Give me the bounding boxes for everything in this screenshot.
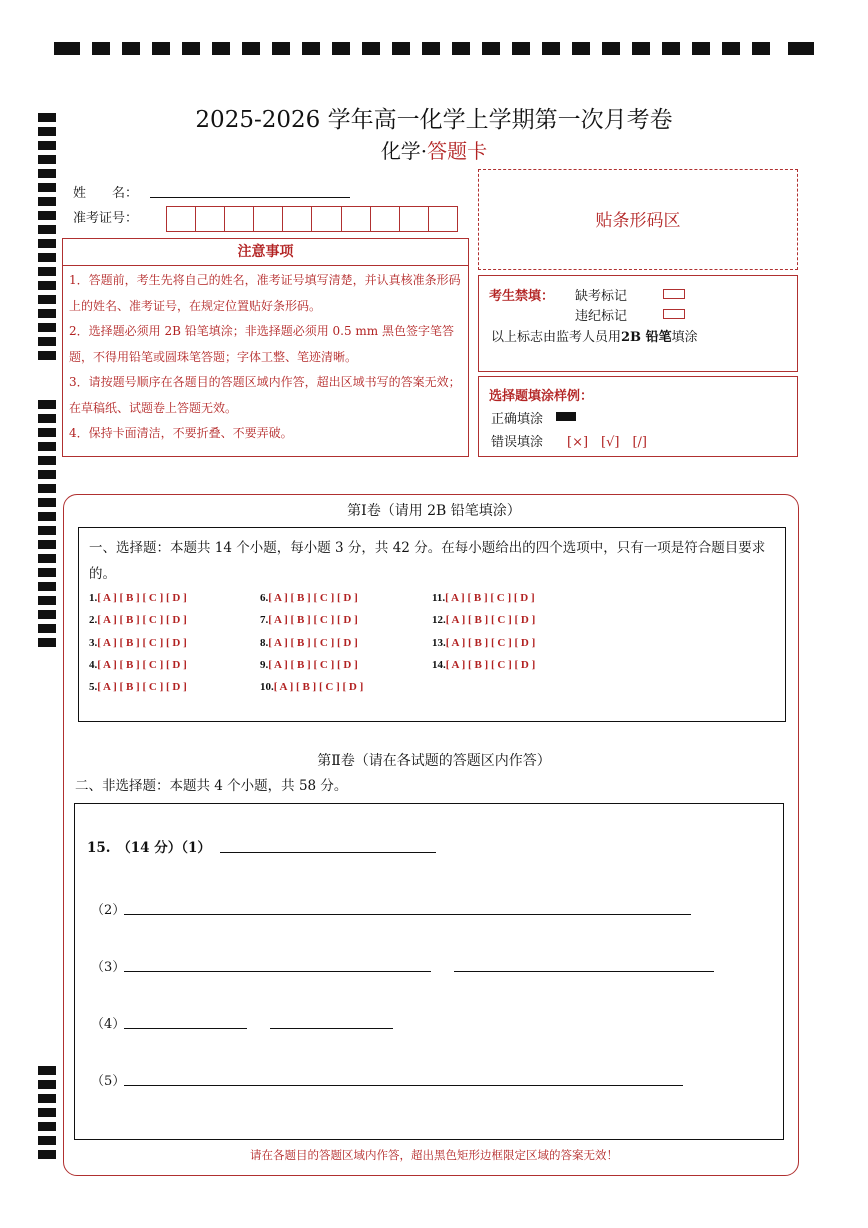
notice-box (62, 238, 469, 457)
notice-item-4: 4．保持卡面清洁，不要折叠、不要弄破。 (69, 426, 293, 440)
q15-1-answer-line[interactable] (220, 852, 436, 853)
choice-question-2[interactable] (89, 614, 187, 626)
choice-question-1[interactable] (89, 592, 187, 604)
subtitle-subject: 化学· (380, 139, 428, 163)
correct-fill-sample (556, 412, 576, 421)
qnum-4: 4. (89, 659, 98, 671)
fill-example-title: 选择题填涂样例： (489, 389, 594, 404)
name-label: 姓 名： (73, 186, 139, 201)
wrong-fill-label: 错误填涂 (491, 435, 544, 450)
qnum-8: 8. (260, 637, 269, 649)
part2-instruction: 二、非选择题：本题共 4 个小题，共 58 分。 (75, 778, 348, 794)
notice-item-2: 2．选择题必须用 2B 铅笔填涂；非选择题必须用 0.5 mm 黑色签字笔答题，不得用铅笔或圆珠笔答题；字体工整、笔迹清晰。 (69, 324, 455, 364)
prohibit-label: 考生禁填： (489, 289, 555, 304)
options-9[interactable]: [ A ] [ B ] [ C ] [ D ] (268, 659, 358, 671)
prohibit-note-pre: 以上标志由监考人员用 (491, 330, 622, 345)
prohibit-note-bold: 2B 铅笔 (621, 330, 672, 345)
notice-item-1: 1．答题前，考生先将自己的姓名，准考证号填写清楚，并认真核准条形码上的姓名、准考证号，在规定位置贴好条形码。 (69, 273, 461, 313)
choice-box (78, 527, 786, 722)
fill-example-box (478, 376, 798, 457)
exam-subtitle (0, 135, 868, 164)
qnum-1: 1. (89, 592, 98, 604)
qnum-14: 14. (432, 659, 446, 671)
q15-5-label: （5） (91, 1074, 126, 1089)
footer-warning: 请在各题目的答题区域内作答，超出黑色矩形边框限定区域的答案无效！ (250, 1148, 618, 1162)
absent-mark-label: 缺考标记 (575, 289, 628, 304)
choice-question-6[interactable] (260, 592, 358, 604)
choice-question-4[interactable] (89, 659, 187, 671)
wrong-fill-samples: [×] [√] [/] (567, 435, 647, 450)
q15-answer-box (74, 803, 784, 1140)
part2-title: 第Ⅱ卷（请在各试题的答题区内作答） (317, 753, 551, 769)
options-5[interactable]: [ A ] [ B ] [ C ] [ D ] (97, 681, 187, 693)
choice-question-14[interactable] (432, 659, 535, 671)
q15-3-label: （3） (91, 960, 126, 975)
violation-mark-label: 违纪标记 (575, 309, 628, 324)
violation-mark-box[interactable] (663, 309, 685, 319)
choice-question-8[interactable] (260, 637, 358, 649)
part1-instruction: 一、选择题：本题共 14 个小题，每小题 3 分，共 42 分。在每小题给出的四个选项中，只有一项是符合题目要求的。 (89, 540, 766, 582)
choice-question-10[interactable] (260, 681, 363, 693)
options-3[interactable]: [ A ] [ B ] [ C ] [ D ] (97, 637, 187, 649)
qnum-10: 10. (260, 681, 274, 693)
q15-4-label: （4） (91, 1017, 126, 1032)
choice-question-7[interactable] (260, 614, 358, 626)
qnum-7: 7. (260, 614, 269, 626)
notice-title: 注意事项 (63, 239, 468, 266)
q15-5-answer-line[interactable] (124, 1085, 683, 1086)
barcode-label: 贴条形码区 (595, 211, 681, 231)
choice-question-5[interactable] (89, 681, 187, 693)
options-7[interactable]: [ A ] [ B ] [ C ] [ D ] (268, 614, 358, 626)
prohibit-note-post: 填涂 (671, 330, 698, 345)
q15-3-answer-line-a[interactable] (124, 971, 431, 972)
name-field[interactable] (150, 197, 350, 198)
absent-mark-box[interactable] (663, 289, 685, 299)
qnum-6: 6. (260, 592, 269, 604)
options-6[interactable]: [ A ] [ B ] [ C ] [ D ] (268, 592, 358, 604)
options-12[interactable]: [ A ] [ B ] [ C ] [ D ] (445, 614, 536, 626)
qnum-11: 11. (432, 592, 446, 604)
options-4[interactable]: [ A ] [ B ] [ C ] [ D ] (97, 659, 187, 671)
choice-question-3[interactable] (89, 637, 187, 649)
qnum-13: 13. (432, 637, 446, 649)
q15-2-answer-line[interactable] (124, 914, 691, 915)
qnum-3: 3. (89, 637, 98, 649)
options-2[interactable]: [ A ] [ B ] [ C ] [ D ] (97, 614, 187, 626)
qnum-2: 2. (89, 614, 98, 626)
notice-item-3: 3．请按题号顺序在各题目的答题区域内作答，超出区域书写的答案无效；在草稿纸、试题卷上答题无效。 (69, 375, 461, 415)
q15-label: 15. （14 分）（1） (87, 840, 211, 856)
options-1[interactable]: [ A ] [ B ] [ C ] [ D ] (97, 592, 187, 604)
choice-question-9[interactable] (260, 659, 358, 671)
choice-question-13[interactable] (432, 637, 535, 649)
options-10[interactable]: [ A ] [ B ] [ C ] [ D ] (273, 681, 364, 693)
prohibit-note (491, 326, 698, 345)
qnum-9: 9. (260, 659, 269, 671)
options-13[interactable]: [ A ] [ B ] [ C ] [ D ] (445, 637, 536, 649)
choice-question-12[interactable] (432, 614, 535, 626)
exam-id-label: 准考证号： (73, 211, 139, 226)
subtitle-card: 答题卡 (427, 139, 488, 163)
options-11[interactable]: [ A ] [ B ] [ C ] [ D ] (445, 592, 535, 604)
options-8[interactable]: [ A ] [ B ] [ C ] [ D ] (268, 637, 358, 649)
exam-title: 2025-2026 学年高一化学上学期第一次月考卷 (195, 107, 673, 133)
choice-question-11[interactable] (432, 592, 535, 604)
part1-title: 第Ⅰ卷（请用 2B 铅笔填涂） (347, 503, 521, 519)
prohibit-box (478, 275, 798, 372)
qnum-12: 12. (432, 614, 446, 626)
correct-fill-label: 正确填涂 (491, 412, 544, 427)
barcode-area (478, 169, 798, 270)
q15-3-answer-line-b[interactable] (454, 971, 714, 972)
options-14[interactable]: [ A ] [ B ] [ C ] [ D ] (445, 659, 536, 671)
top-timing-marks (54, 42, 814, 56)
q15-4-answer-line-a[interactable] (124, 1028, 247, 1029)
exam-id-boxes[interactable] (166, 206, 458, 232)
q15-4-answer-line-b[interactable] (270, 1028, 393, 1029)
q15-2-label: （2） (91, 903, 126, 918)
qnum-5: 5. (89, 681, 98, 693)
